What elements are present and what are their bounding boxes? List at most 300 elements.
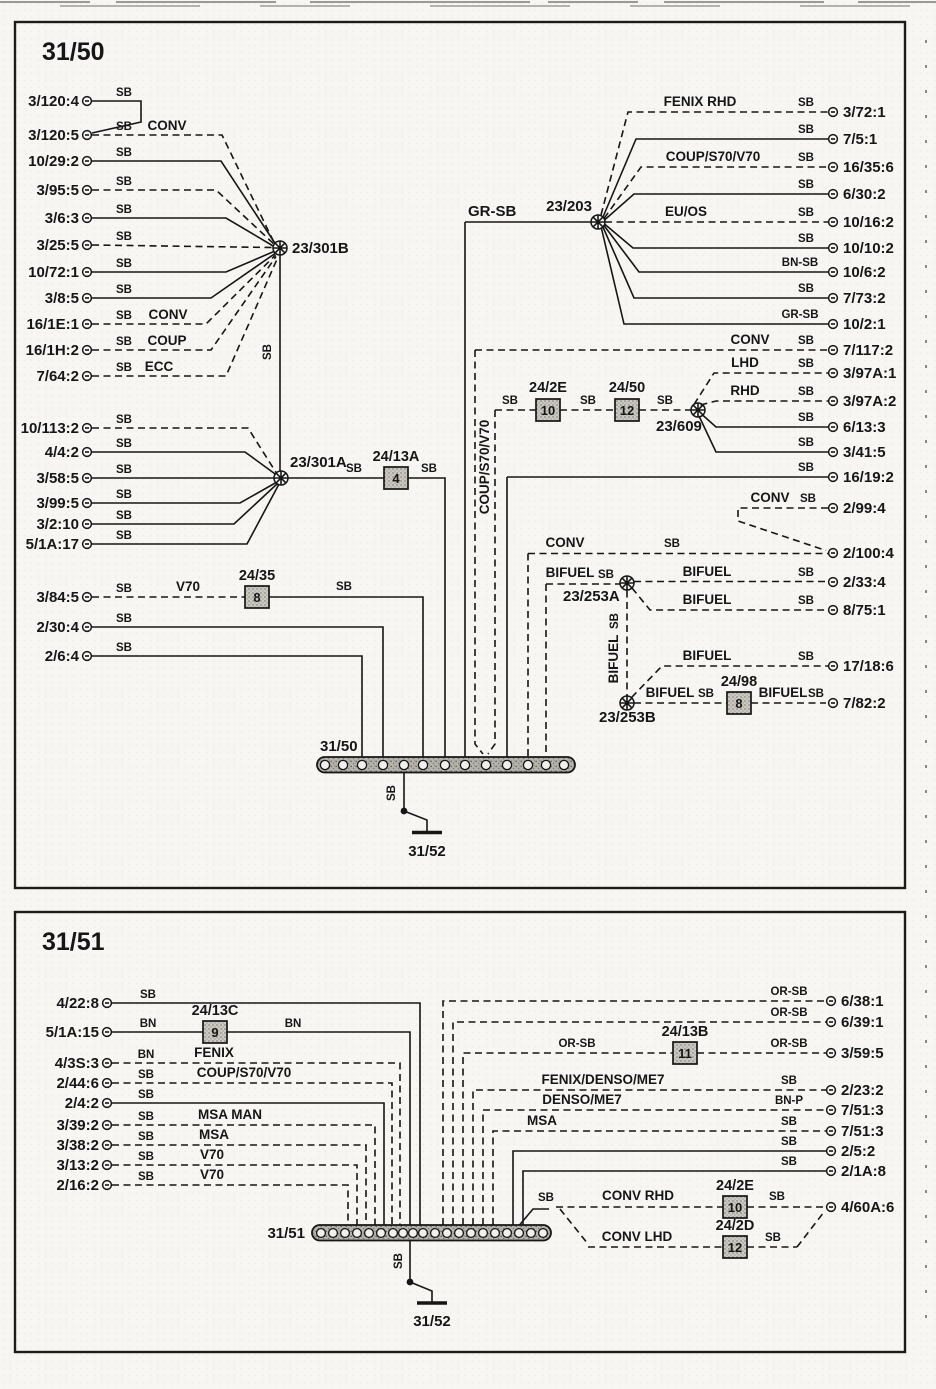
terminal-label: 3/120:4 <box>28 93 79 110</box>
wire-color-label: BN <box>139 1018 157 1030</box>
bus-connector <box>467 1229 476 1238</box>
terminal-label: 2/4:2 <box>64 1095 99 1112</box>
right-terminals <box>827 993 895 1216</box>
wire <box>605 194 829 220</box>
wire-color-label: SB <box>140 989 156 1001</box>
connector-box <box>529 380 567 421</box>
variant-label: BIFUEL <box>682 648 732 663</box>
wire-color-label: SB <box>393 1253 405 1269</box>
connector-box-label: 24/13B <box>661 1024 709 1040</box>
variant-label: LHD <box>731 355 759 370</box>
terminal-label: 3/97A:1 <box>843 365 897 382</box>
wire-color-label: SB <box>800 493 816 505</box>
terminal-circle <box>83 424 92 433</box>
variant-label: BIFUEL <box>682 564 732 579</box>
wire-color-label: SB <box>798 207 814 219</box>
variant-label: MSA <box>527 1113 557 1128</box>
splice-label: 23/253B <box>599 709 656 726</box>
wire-color-label: SB <box>698 688 714 700</box>
connector-pin: 10 <box>727 1200 743 1215</box>
wire <box>701 401 829 405</box>
terminal-circle <box>83 372 92 381</box>
terminal-label: 3/41:5 <box>843 444 886 461</box>
terminal-label: 7/82:2 <box>843 695 886 712</box>
wire-color-label: SB <box>116 489 132 501</box>
variant-label: BIFUEL <box>758 685 808 700</box>
terminal-label: 6/30:2 <box>843 186 886 203</box>
wire <box>605 224 829 248</box>
terminal-circle <box>83 474 92 483</box>
wire-color-label: SB <box>781 1116 797 1128</box>
terminal-circle <box>829 320 838 329</box>
bus-connector <box>419 1229 428 1238</box>
terminal <box>829 393 897 410</box>
wire-color-label: SB <box>138 1171 154 1183</box>
terminal-label: 2/99:4 <box>843 500 886 517</box>
terminal-label: 16/19:2 <box>843 469 894 486</box>
terminal <box>26 307 187 333</box>
terminal-circle <box>829 163 838 172</box>
wire <box>112 1185 348 1225</box>
terminal-label: 2/23:2 <box>841 1082 884 1099</box>
bus-connector <box>357 760 366 769</box>
variant-label: COUP/S70/V70 <box>477 419 492 515</box>
bus-connector <box>491 1229 500 1238</box>
bus-connector <box>399 1229 408 1238</box>
variant-label: CONV <box>147 118 187 133</box>
connector-box <box>721 674 757 714</box>
connector-pin: 12 <box>727 1240 743 1255</box>
terminal-label: 4/4:2 <box>44 444 79 461</box>
panel-title: 31/50 <box>42 38 105 66</box>
terminal <box>827 1102 884 1119</box>
terminal-label: 3/59:5 <box>841 1045 884 1062</box>
terminal <box>827 1082 884 1099</box>
terminal-label: 3/95:5 <box>36 182 79 199</box>
terminal-circle <box>829 448 838 457</box>
variant-label: FENIX RHD <box>663 94 737 109</box>
terminal-circle <box>103 999 112 1008</box>
terminal-circle <box>829 369 838 378</box>
wire-color-label: SB <box>138 1089 154 1101</box>
wire-color-label: SB <box>798 179 814 191</box>
terminal-label: 3/120:5 <box>28 127 79 144</box>
terminal-circle <box>829 268 838 277</box>
wire-color-label: SB <box>116 583 132 595</box>
wire-color-label: SB <box>116 176 132 188</box>
connector-box-label: 24/2E <box>529 380 567 396</box>
terminal <box>28 87 132 110</box>
wire-color-label: SB <box>798 97 814 109</box>
wire-color-label: SB <box>781 1156 797 1168</box>
terminal-circle <box>103 1181 112 1190</box>
bus-connector <box>502 760 511 769</box>
terminal <box>827 1045 884 1062</box>
terminal-circle <box>827 1203 836 1212</box>
splice-label: 23/609 <box>656 418 702 435</box>
wire-color-label: SB <box>386 785 398 801</box>
terminal-label: 10/113:2 <box>20 420 79 437</box>
terminal-label: 3/99:5 <box>36 495 79 512</box>
terminal-label: 10/16:2 <box>843 214 894 231</box>
wire-color-label: SB <box>798 412 814 424</box>
terminal-label: 16/35:6 <box>843 159 894 176</box>
wire-color-label: SB <box>116 147 132 159</box>
terminal <box>28 118 186 144</box>
bus-connector <box>481 760 490 769</box>
terminal <box>829 186 886 203</box>
terminal-label: 3/13:2 <box>56 1157 99 1174</box>
variant-label: FENIX/DENSO/ME7 <box>541 1072 665 1087</box>
wire-color-label: SB <box>664 538 680 550</box>
terminal <box>827 1014 884 1031</box>
terminal-label: 5/1A:15 <box>45 1024 99 1041</box>
terminal-circle <box>829 606 838 615</box>
wire-color-label: SB <box>798 152 814 164</box>
bus-bar <box>317 738 575 773</box>
splice-label: 23/203 <box>546 198 592 215</box>
terminal-circle <box>83 97 92 106</box>
terminal-circle <box>829 423 838 432</box>
terminal <box>829 131 878 148</box>
terminal <box>829 214 894 231</box>
wire <box>475 350 483 754</box>
wire-color-label: SB <box>798 233 814 245</box>
wire <box>112 1003 421 1225</box>
wire <box>408 478 445 757</box>
wire-color-label: SB <box>609 613 621 629</box>
terminal <box>829 419 886 436</box>
ground-symbol <box>386 773 446 861</box>
wire-color-label: SB <box>116 438 132 450</box>
splice-label: 23/301B <box>292 240 349 257</box>
terminal-circle <box>103 1121 112 1130</box>
terminal <box>829 365 897 382</box>
wire-color-label: SB <box>116 284 132 296</box>
terminal-circle <box>83 520 92 529</box>
terminal-label: 3/8:5 <box>44 290 79 307</box>
terminal <box>829 316 886 333</box>
terminal <box>26 333 187 359</box>
variant-label: CONV <box>730 332 770 347</box>
terminal <box>829 469 894 486</box>
terminal-circle <box>83 294 92 303</box>
terminal-circle <box>829 294 838 303</box>
wires-left <box>112 1003 421 1225</box>
bus-connector <box>460 760 469 769</box>
terminal-circle <box>83 241 92 250</box>
terminal <box>36 579 200 606</box>
connector-pin: 8 <box>253 590 261 605</box>
wire-color-label: SB <box>798 437 814 449</box>
terminal-label: 3/6:3 <box>44 210 79 227</box>
wire-color-label: SB <box>538 1192 554 1204</box>
splice-label: 23/301A <box>290 454 347 471</box>
bus-connector <box>353 1229 362 1238</box>
connector-pin: 10 <box>540 403 556 418</box>
terminal <box>21 414 132 437</box>
terminal-label: 2/5:2 <box>841 1143 876 1160</box>
connector-box <box>716 1178 754 1218</box>
terminal-circle <box>103 1028 112 1037</box>
terminal-label: 7/117:2 <box>843 342 894 359</box>
terminal <box>36 464 132 487</box>
wire-color-label: OR-SB <box>770 1038 808 1050</box>
terminal <box>829 104 886 121</box>
terminal-circle <box>829 549 838 558</box>
terminal-label: 7/73:2 <box>843 290 886 307</box>
terminal-circle <box>103 1099 112 1108</box>
variant-label: BIFUEL <box>645 685 695 700</box>
bus-connector <box>515 1229 524 1238</box>
terminal-circle <box>83 157 92 166</box>
wire <box>92 245 273 248</box>
wire-color-label: SB <box>657 395 673 407</box>
wires-left <box>92 101 446 757</box>
terminal <box>829 695 886 712</box>
terminal-circle <box>827 1127 836 1136</box>
bus-connector <box>539 1229 548 1238</box>
connector-box <box>716 1218 755 1258</box>
ground-symbol <box>393 1241 451 1331</box>
wire-color-label: SB <box>116 87 132 99</box>
terminal <box>45 438 132 461</box>
bus-connector <box>541 760 550 769</box>
terminal-circle <box>827 1049 836 1058</box>
terminal <box>827 1199 895 1216</box>
wire-color-label: SB <box>798 124 814 136</box>
connector-box <box>373 449 420 489</box>
terminal-label: 10/72:1 <box>28 264 79 281</box>
wire-color-label: SB <box>116 414 132 426</box>
variant-label: RHD <box>730 383 760 398</box>
bus-connector <box>377 1229 386 1238</box>
terminal-circle <box>83 652 92 661</box>
terminal <box>829 602 886 619</box>
terminal-label: 2/33:4 <box>843 574 886 591</box>
terminal-circle <box>829 473 838 482</box>
wire-color-label: OR-SB <box>558 1038 596 1050</box>
variant-label: COUP/S70/V70 <box>665 149 761 164</box>
terminal-circle <box>827 1018 836 1027</box>
connector-box-label: 24/50 <box>608 380 646 396</box>
wire-color-label: SB <box>116 464 132 476</box>
bus-connector <box>503 1229 512 1238</box>
terminal-label: 8/75:1 <box>843 602 886 619</box>
terminal-label: 10/2:1 <box>843 316 886 333</box>
terminal-label: 17/18:6 <box>843 658 894 675</box>
terminal-label: 16/1E:1 <box>26 316 79 333</box>
terminal <box>829 342 893 359</box>
terminal-label: 3/25:5 <box>36 237 79 254</box>
terminal-label: 16/1H:2 <box>25 342 79 359</box>
wire-color-label: SB <box>798 462 814 474</box>
variant-label: DENSO/ME7 <box>542 1092 622 1107</box>
terminal <box>829 444 886 461</box>
bus-connector <box>341 1229 350 1238</box>
splice-node <box>274 471 288 485</box>
wire <box>738 508 828 551</box>
variant-label: COUP/S70/V70 <box>196 1065 292 1080</box>
terminal-label: 10/29:2 <box>28 153 79 170</box>
terminal-label: 7/51:3 <box>841 1102 884 1119</box>
splice-node <box>273 241 287 255</box>
variant-label: V70 <box>199 1147 225 1162</box>
variant-label: CONV <box>750 490 790 505</box>
wire-color-label: SB <box>798 651 814 663</box>
variant-label: COUP <box>147 333 187 348</box>
wire <box>227 1032 410 1225</box>
terminal-label: 3/39:2 <box>56 1117 99 1134</box>
terminal-circle <box>829 397 838 406</box>
wire-color-label: SB <box>598 569 614 581</box>
terminal-label: 4/22:8 <box>56 995 99 1012</box>
bus-connector <box>440 760 449 769</box>
wire-color-label: SB <box>116 310 132 322</box>
terminal-circle <box>83 540 92 549</box>
connector-box-label: 24/35 <box>238 568 276 584</box>
connector-pin: 4 <box>392 471 400 486</box>
variant-label: BIFUEL <box>606 634 621 684</box>
wire-color-label: SB <box>502 395 518 407</box>
terminal-label: 5/1A:17 <box>25 536 79 553</box>
splice-node <box>620 576 634 590</box>
terminal-label: 2/100:4 <box>843 545 894 562</box>
wire-color-label: SB <box>781 1075 797 1087</box>
terminal-label: 6/38:1 <box>841 993 884 1010</box>
terminal-label: 2/6:4 <box>44 648 79 665</box>
connector-box-label: 24/13A <box>372 449 420 465</box>
wire-color-label: OR-SB <box>770 986 808 998</box>
terminal-label: 2/30:4 <box>36 619 79 636</box>
bus-connector <box>399 760 408 769</box>
wire-color-label: SB <box>116 204 132 216</box>
wire-color-label: SB <box>116 613 132 625</box>
terminal-circle <box>827 1106 836 1115</box>
bus-connector <box>418 760 427 769</box>
wire <box>112 1083 392 1225</box>
connector-pin: 11 <box>678 1046 692 1061</box>
terminal <box>46 1018 302 1041</box>
bus-connector <box>559 760 568 769</box>
wire <box>604 167 828 219</box>
wire-labels-right <box>336 94 824 700</box>
terminal-circle <box>103 1161 112 1170</box>
terminal <box>827 1143 876 1160</box>
terminal-label: 4/60A:6 <box>841 1199 895 1216</box>
connector-pin: 12 <box>619 403 635 418</box>
bus-connector <box>338 760 347 769</box>
wire-color-label: SB <box>580 395 596 407</box>
wire-color-label: SB <box>116 642 132 654</box>
wire-color-label: BN <box>137 1049 155 1061</box>
terminal <box>829 658 894 675</box>
left-terminals <box>46 989 302 1194</box>
variant-label: V70 <box>175 579 201 594</box>
terminal-circle <box>829 190 838 199</box>
wire-color-label: SB <box>798 386 814 398</box>
terminal-label: 3/84:5 <box>36 589 79 606</box>
terminal-label: 6/13:3 <box>843 419 886 436</box>
wire-color-label: SB <box>798 358 814 370</box>
terminal <box>65 1089 154 1112</box>
terminal-label: 3/38:2 <box>56 1137 99 1154</box>
terminal-circle <box>829 578 838 587</box>
bus-connector <box>409 1229 418 1238</box>
terminal-circle <box>103 1141 112 1150</box>
bus-label: 31/51 <box>267 1225 305 1242</box>
terminal <box>45 284 132 307</box>
wire-color-label: SB <box>781 1136 797 1148</box>
terminal-circle <box>829 699 838 708</box>
panel-31-51 <box>15 912 905 1352</box>
terminal <box>829 574 887 591</box>
variant-label: MSA MAN <box>198 1107 262 1122</box>
terminal-circle <box>829 218 838 227</box>
terminal-circle <box>83 186 92 195</box>
terminal-circle <box>83 268 92 277</box>
terminal <box>56 989 156 1012</box>
terminal-circle <box>83 499 92 508</box>
connector-pin: 9 <box>211 1025 219 1040</box>
wire-color-label: BN-SB <box>781 257 819 269</box>
splice-label: 23/253A <box>563 588 620 605</box>
variant-label: CONV LHD <box>601 1229 673 1244</box>
connector-box <box>192 1003 239 1043</box>
wire-color-label: OR-SB <box>770 1007 808 1019</box>
wire <box>269 597 423 757</box>
terminal-circle <box>827 1167 836 1176</box>
variant-label: EU/OS <box>664 204 708 219</box>
terminal-circle <box>83 320 92 329</box>
wire-color-label: SB <box>138 1069 154 1081</box>
bus-connector <box>455 1229 464 1238</box>
wire <box>560 1209 588 1244</box>
ground-label: 31/52 <box>413 1313 451 1330</box>
bus-connector <box>479 1229 488 1238</box>
variant-label: CONV <box>148 307 188 322</box>
variant-label: BIFUEL <box>682 592 732 607</box>
wire-color-label: SB <box>765 1232 781 1244</box>
wire-color-label: SB <box>421 463 437 475</box>
bus-bar <box>267 1225 551 1242</box>
variant-label: BIFUEL <box>545 565 595 580</box>
wire-color-label: GR-SB <box>781 309 819 321</box>
connector-box <box>662 1024 709 1064</box>
terminal-label: 2/16:2 <box>56 1177 99 1194</box>
wire-color-label: SB <box>346 463 362 475</box>
bus-connector <box>527 1229 536 1238</box>
wire <box>410 1282 432 1302</box>
wire-color-label: SB <box>336 581 352 593</box>
terminal-circle <box>83 623 92 632</box>
wires-right <box>465 112 828 757</box>
terminal <box>36 176 132 199</box>
bus-connector <box>523 760 532 769</box>
terminal <box>827 1123 884 1140</box>
terminal-circle <box>827 1086 836 1095</box>
terminal <box>36 613 132 636</box>
terminal-label: 2/44:6 <box>56 1075 99 1092</box>
variant-label: MSA <box>199 1127 229 1142</box>
ground-label: 31/52 <box>408 843 446 860</box>
wire <box>493 1131 826 1225</box>
terminal <box>36 359 173 385</box>
terminal-label: 6/39:1 <box>841 1014 884 1031</box>
wire-color-label: SB <box>116 510 132 522</box>
wire-color-label: SB <box>116 530 132 542</box>
bus-connector <box>317 1229 326 1238</box>
